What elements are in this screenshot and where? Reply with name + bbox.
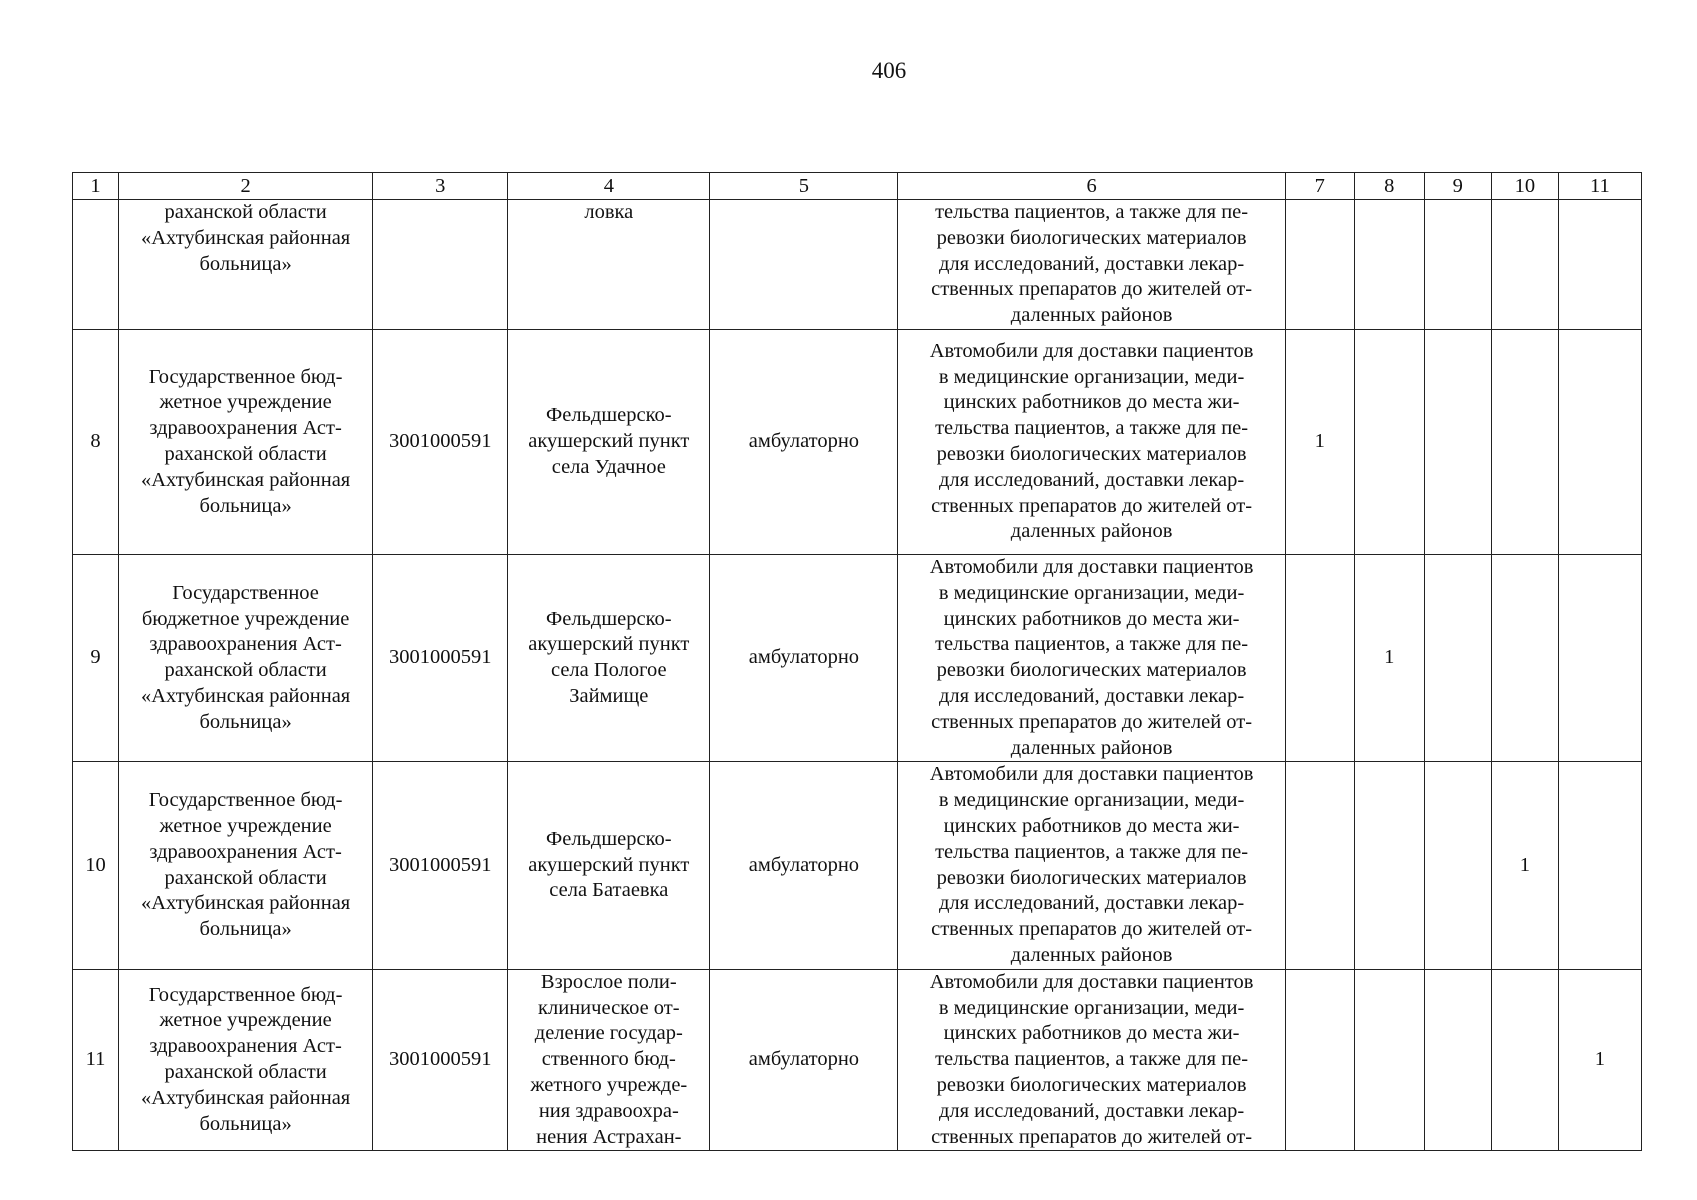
- table-row: [73, 554, 1642, 761]
- cell-col8: 1: [1354, 554, 1424, 761]
- cell-form: амбулаторно: [710, 329, 898, 554]
- cell-col11: [1558, 762, 1641, 969]
- cell-col10: [1491, 969, 1558, 1151]
- data-table: [72, 172, 1642, 1151]
- cell-col7: [1285, 554, 1354, 761]
- cell-col11: [1558, 200, 1641, 330]
- description-text: тельства пациентов, а также для пе- ревозки биологических материалов для исследований, доставки лекар- ственных препаратов до жителей от- даленных районов: [931, 201, 1253, 327]
- cell-col8: [1354, 329, 1424, 554]
- cell-number: [73, 200, 119, 330]
- cell-number: 8: [73, 329, 119, 554]
- cell-col8: [1354, 762, 1424, 969]
- column-header: 10: [1491, 173, 1558, 200]
- cell-code: 3001000591: [373, 969, 508, 1151]
- column-header: 9: [1424, 173, 1491, 200]
- cell-organization: [119, 200, 373, 330]
- cell-code: 3001000591: [373, 329, 508, 554]
- cell-col7: 1: [1285, 329, 1354, 554]
- unit-text: Фельдшерско- акушерский пункт села Пологое Займище: [528, 607, 690, 707]
- cell-col9: [1424, 969, 1491, 1151]
- column-header: 2: [119, 173, 373, 200]
- organization-text: Государственное бюд- жетное учреждение здравоохранения Аст- раханской области «Ахтубинская районная больница»: [140, 983, 351, 1135]
- cell-col7: [1285, 969, 1354, 1151]
- cell-col11: [1558, 554, 1641, 761]
- cell-description: [898, 329, 1285, 554]
- column-header: 5: [710, 173, 898, 200]
- cell-form: [710, 200, 898, 330]
- cell-col8: [1354, 969, 1424, 1151]
- cell-col10: [1491, 200, 1558, 330]
- description-text: Автомобили для доставки пациентов в медицинские организации, меди- цинских работников до места жи- тельства пациентов, а также для пе- ревозки биологических материалов для исследований, доставки лекар- ственных препаратов до жителей от- даленных районов: [929, 555, 1254, 759]
- cell-col8: [1354, 200, 1424, 330]
- organization-text: Государственное бюджетное учреждение здравоохранения Аст- раханской области «Ахтубинская районная больница»: [140, 581, 351, 733]
- cell-number: 10: [73, 762, 119, 969]
- cell-form: амбулаторно: [710, 762, 898, 969]
- column-header: 1: [73, 173, 119, 200]
- column-header: 4: [508, 173, 710, 200]
- cell-number: 9: [73, 554, 119, 761]
- table-row: [73, 762, 1642, 969]
- cell-code: 3001000591: [373, 554, 508, 761]
- cell-col10: 1: [1491, 762, 1558, 969]
- column-header: 8: [1354, 173, 1424, 200]
- column-header: 3: [373, 173, 508, 200]
- cell-col10: [1491, 329, 1558, 554]
- cell-unit: [508, 200, 710, 330]
- cell-col9: [1424, 762, 1491, 969]
- cell-organization: [119, 329, 373, 554]
- cell-form: амбулаторно: [710, 554, 898, 761]
- cell-organization: [119, 762, 373, 969]
- cell-unit: [508, 969, 710, 1151]
- cell-col9: [1424, 329, 1491, 554]
- unit-text: Фельдшерско- акушерский пункт села Батаевка: [528, 827, 690, 902]
- header-row: [73, 173, 1642, 200]
- cell-col11: 1: [1558, 969, 1641, 1151]
- cell-description: [898, 554, 1285, 761]
- description-text: Автомобили для доставки пациентов в медицинские организации, меди- цинских работников до места жи- тельства пациентов, а также для пе- ревозки биологических материалов для исследований, доставки лекар- ственных препаратов до жителей от- даленных районов: [929, 763, 1254, 966]
- cell-description: [898, 969, 1285, 1151]
- cell-unit: [508, 762, 710, 969]
- unit-text: Фельдшерско- акушерский пункт села Удачное: [528, 404, 690, 478]
- cell-description: [898, 762, 1285, 969]
- organization-text: Государственное бюд- жетное учреждение здравоохранения Аст- раханской области «Ахтубинская районная больница»: [140, 789, 351, 941]
- cell-organization: [119, 554, 373, 761]
- column-header: 6: [898, 173, 1285, 200]
- organization-text: Государственное бюд- жетное учреждение здравоохранения Аст- раханской области «Ахтубинская районная больница»: [140, 365, 351, 517]
- cell-col7: [1285, 762, 1354, 969]
- page-number: 406: [871, 58, 907, 83]
- table-row: [73, 200, 1642, 330]
- column-header: 7: [1285, 173, 1354, 200]
- cell-code: [373, 200, 508, 330]
- cell-code: 3001000591: [373, 762, 508, 969]
- cell-form: амбулаторно: [710, 969, 898, 1151]
- table-row: [73, 969, 1642, 1151]
- description-text: Автомобили для доставки пациентов в медицинские организации, меди- цинских работников до места жи- тельства пациентов, а также для пе- ревозки биологических материалов для исследований, доставки лекар- ственных препаратов до жителей от- даленных районов: [929, 339, 1254, 543]
- cell-description: [898, 200, 1285, 330]
- description-text: Автомобили для доставки пациентов в медицинские организации, меди- цинских работников до места жи- тельства пациентов, а также для пе- ревозки биологических материалов для исследований, доставки лекар- ственных препаратов до жителей от-: [929, 970, 1254, 1148]
- unit-text: ловка: [584, 201, 634, 223]
- cell-unit: [508, 554, 710, 761]
- cell-number: 11: [73, 969, 119, 1151]
- cell-col7: [1285, 200, 1354, 330]
- unit-text: Взрослое поли- клиническое от- деление государ- ственного бюд- жетного учрежде- ния здравоохра- нения Астрахан-: [530, 970, 688, 1148]
- cell-col9: [1424, 554, 1491, 761]
- cell-organization: [119, 969, 373, 1151]
- cell-col10: [1491, 554, 1558, 761]
- column-header: 11: [1558, 173, 1641, 200]
- organization-text: раханской области «Ахтубинская районная больница»: [140, 201, 351, 275]
- cell-unit: [508, 329, 710, 554]
- cell-col11: [1558, 329, 1641, 554]
- table-row: [73, 329, 1642, 554]
- cell-col9: [1424, 200, 1491, 330]
